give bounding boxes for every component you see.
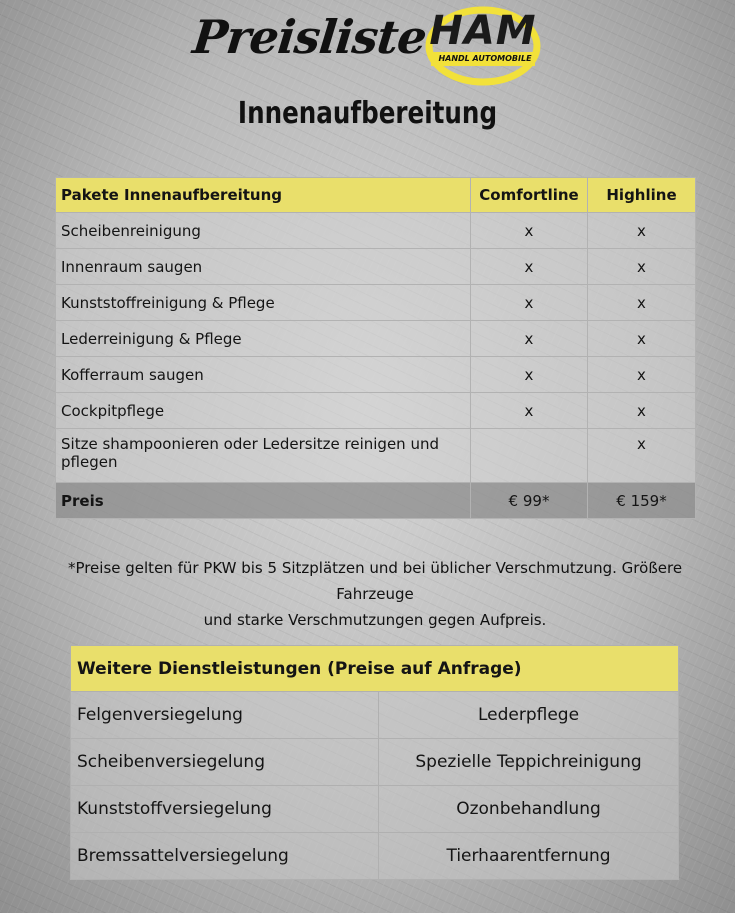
service-left: Kunststoffversiegelung bbox=[71, 786, 379, 833]
price-footnote bbox=[40, 555, 710, 633]
comfortline-mark: x bbox=[471, 393, 588, 429]
services-table bbox=[70, 645, 679, 880]
table-row bbox=[56, 357, 696, 393]
service-name: Kunststoffreinigung & Pflege bbox=[56, 285, 471, 321]
service-name: Scheibenreinigung bbox=[56, 213, 471, 249]
highline-mark: x bbox=[588, 357, 696, 393]
comfortline-mark: x bbox=[471, 249, 588, 285]
service-name: Innenraum saugen bbox=[56, 249, 471, 285]
service-left: Scheibenversiegelung bbox=[71, 739, 379, 786]
logo-text: HAM bbox=[429, 8, 537, 54]
service-name: Kofferraum saugen bbox=[56, 357, 471, 393]
highline-mark: x bbox=[588, 429, 696, 483]
service-name: Sitze shampoonieren oder Ledersitze reinigen und pflegen bbox=[56, 429, 471, 483]
table-row bbox=[56, 321, 696, 357]
service-name: Cockpitpflege bbox=[56, 393, 471, 429]
services-header: Weitere Dienstleistungen (Preise auf Anfrage) bbox=[71, 646, 679, 692]
header-highline: Highline bbox=[588, 178, 696, 213]
highline-mark: x bbox=[588, 321, 696, 357]
price-row bbox=[56, 483, 696, 519]
highline-mark: x bbox=[588, 393, 696, 429]
table-row bbox=[71, 739, 679, 786]
comfortline-price: € 99* bbox=[471, 483, 588, 519]
footnote-line-2: und starke Verschmutzungen gegen Aufpreis. bbox=[203, 611, 547, 629]
services-table-header bbox=[71, 646, 679, 692]
ham-logo bbox=[423, 2, 543, 86]
highline-price: € 159* bbox=[588, 483, 696, 519]
page-header bbox=[0, 0, 735, 131]
table-row bbox=[71, 786, 679, 833]
highline-mark: x bbox=[588, 213, 696, 249]
logo-subtext: HANDL AUTOMOBILE bbox=[438, 54, 532, 63]
comfortline-mark: x bbox=[471, 357, 588, 393]
header-packages: Pakete Innenaufbereitung bbox=[56, 178, 471, 213]
service-right: Spezielle Teppichreinigung bbox=[379, 739, 679, 786]
service-name: Lederreinigung & Pflege bbox=[56, 321, 471, 357]
table-row bbox=[56, 213, 696, 249]
table-row bbox=[56, 429, 696, 483]
table-row bbox=[71, 833, 679, 880]
package-table-header bbox=[56, 178, 696, 213]
highline-mark: x bbox=[588, 249, 696, 285]
comfortline-mark: x bbox=[471, 213, 588, 249]
comfortline-mark bbox=[471, 429, 588, 483]
section-title: Innenaufbereitung bbox=[237, 96, 498, 131]
service-right: Ozonbehandlung bbox=[379, 786, 679, 833]
table-row bbox=[56, 393, 696, 429]
table-row bbox=[56, 249, 696, 285]
highline-mark: x bbox=[588, 285, 696, 321]
header-comfortline: Comfortline bbox=[471, 178, 588, 213]
comfortline-mark: x bbox=[471, 321, 588, 357]
table-row bbox=[56, 285, 696, 321]
service-right: Tierhaarentfernung bbox=[379, 833, 679, 880]
table-row bbox=[71, 692, 679, 739]
price-label: Preis bbox=[56, 483, 471, 519]
comfortline-mark: x bbox=[471, 285, 588, 321]
service-right: Lederpflege bbox=[379, 692, 679, 739]
footnote-line-1: *Preise gelten für PKW bis 5 Sitzplätzen und bei üblicher Verschmutzung. Größere Fahrzeuge bbox=[67, 559, 683, 603]
service-left: Bremssattelversiegelung bbox=[71, 833, 379, 880]
service-left: Felgenversiegelung bbox=[71, 692, 379, 739]
package-table bbox=[55, 177, 696, 519]
preisliste-title: Preisliste bbox=[190, 10, 429, 64]
